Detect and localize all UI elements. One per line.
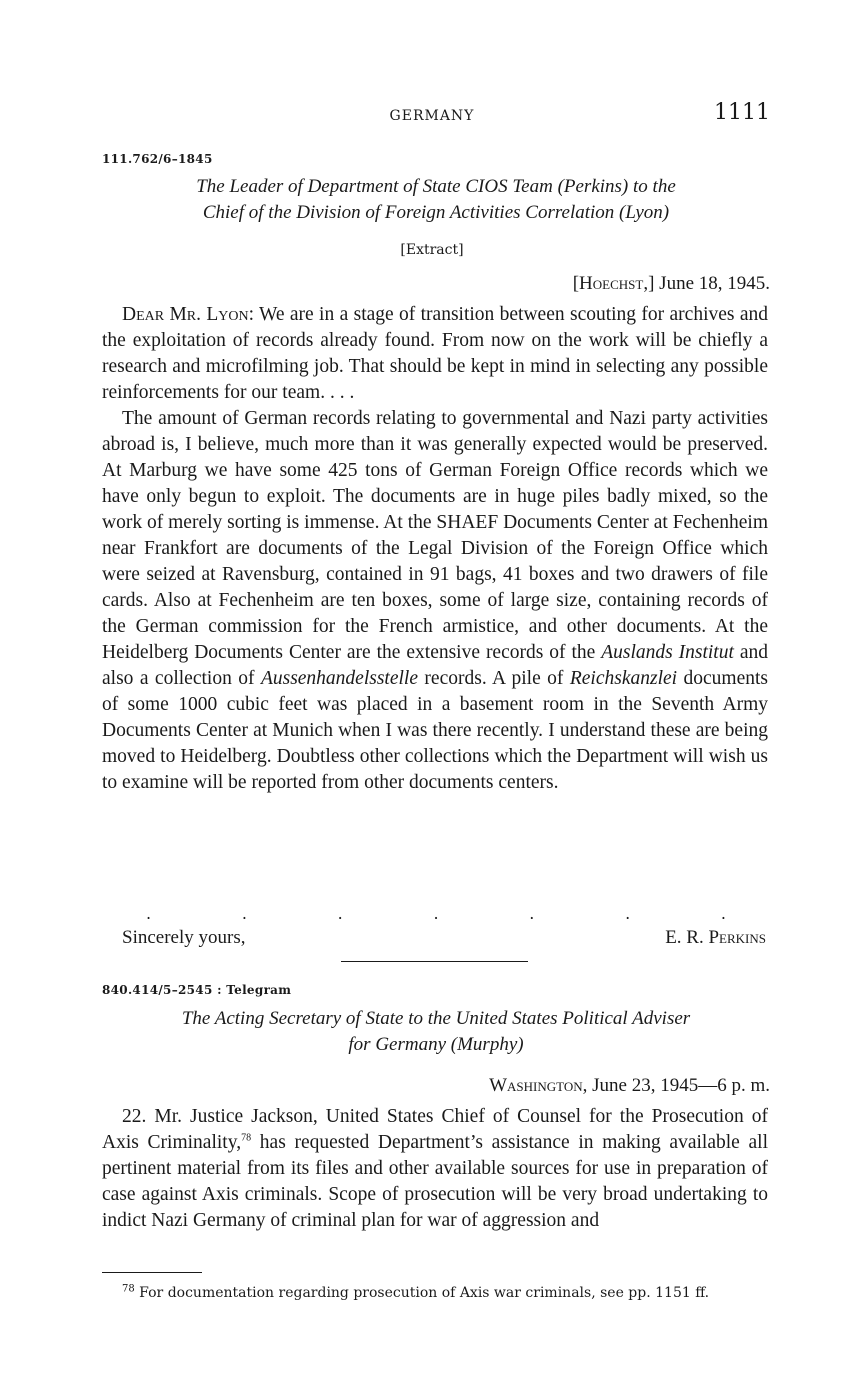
section-divider xyxy=(341,961,528,962)
footnote xyxy=(102,1284,768,1302)
doc1-extract-note: [Extract] xyxy=(400,242,464,258)
doc1-body xyxy=(102,302,768,796)
doc2-place: Washington xyxy=(489,1075,583,1096)
doc1-place: [Hoechst,] xyxy=(572,273,655,294)
doc1-paragraph-2: The amount of German records relating to governmental and Nazi party activities abroad is, I believe, much more than it was generally expected would be preserved. At Marburg we have some 425 tons of German Foreign Office records which we have only begun to exploit. The documents are in huge piles badly mixed, so the work of merely sorting is immense. At the SHAEF Documents Center at Fechenheim near Frankfort are documents of the Legal Division of the Foreign Office which were seized at Ravensburg, contained in 91 bags, 41 boxes and two drawers of file cards. Also at Fechenheim are ten boxes, some of large size, containing records of the German commission for the French armistice, and other documents. At the Heidelberg Documents Center are the extensive records of the Auslands Institut and also a collection of Aussenhandelsstelle records. A pile of Reichskanzlei documents of some 1000 cubic feet was placed in a basement room in the Seventh Army Documents Center at Munich when I was there recently. I understand these are being moved to Heidelberg. Doubtless other collections which the Department will wish us to examine will be reported from other documents centers. xyxy=(102,408,768,793)
doc1-salutation: Dear Mr. Lyon xyxy=(122,304,249,325)
doc1-date: June 18, 1945. xyxy=(654,273,770,294)
page-number: 1111 xyxy=(714,100,770,125)
doc2-file-reference: 840.414/5–2545 : Telegram xyxy=(102,983,292,997)
doc2-body xyxy=(102,1104,768,1234)
doc1-heading-line2: Chief of the Division of Foreign Activities Correlation (Lyon) xyxy=(202,202,670,223)
doc1-dateline xyxy=(573,273,770,295)
footnote-text: For documentation regarding prosecution of Axis war criminals, see pp. 1151 ff. xyxy=(134,1285,710,1301)
doc1-heading-line1: The Leader of Department of State CIOS Team (Perkins) to the xyxy=(196,176,676,197)
doc2-paragraph-1: 22. Mr. Justice Jackson, United States Chief of Counsel for the Prosecution of Axis Criminality,$^{78}$ has requested Department’s assistance in making available all pertinent material from its files and other available sources for use in preparation of case against Axis criminals. Scope of prosecution will be very broad undertaking to indict Nazi Germany of criminal plan for war of aggression and xyxy=(102,1106,768,1231)
omission-dots: . . . . . . . xyxy=(146,904,726,923)
doc2-heading-line2: for Germany (Murphy) xyxy=(348,1034,524,1055)
footnote-marker: 78 xyxy=(122,1283,135,1295)
footnote-rule xyxy=(102,1272,202,1273)
running-header: GERMANY xyxy=(389,108,475,124)
doc2-heading xyxy=(102,1006,770,1058)
doc1-paragraph-1: Dear Mr. Lyon: We are in a stage of transition between scouting for archives and the exploitation of records already found. From now on the work will be chiefly a research and microfilming job. That should be kept in mind in selecting any possible reinforcements for our team. . . . xyxy=(102,304,768,403)
doc2-heading-line1: The Acting Secretary of State to the United States Political Adviser xyxy=(181,1008,691,1029)
doc2-date: , June 23, 1945—6 p. m. xyxy=(582,1075,770,1096)
doc1-closing: Sincerely yours, xyxy=(122,927,246,948)
doc1-signature: E. R. Perkins xyxy=(665,927,766,948)
doc1-file-reference: 111.762/6–1845 xyxy=(102,152,213,166)
footnote-reference: 78 xyxy=(241,1132,252,1144)
doc2-dateline xyxy=(489,1075,770,1097)
doc1-heading xyxy=(102,174,770,226)
